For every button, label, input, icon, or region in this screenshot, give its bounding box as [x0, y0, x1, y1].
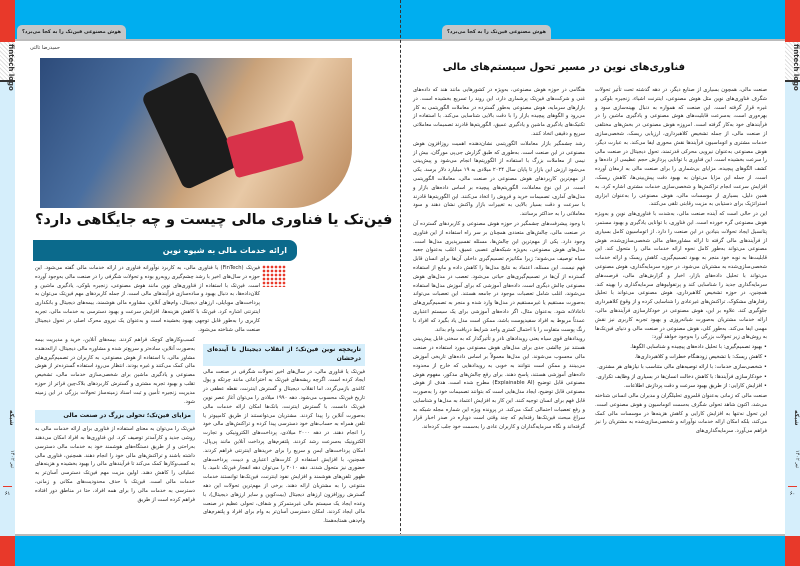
magazine-logo-left: fintech logo [7, 44, 15, 91]
magazine-logo-right: fintech logo [792, 44, 800, 91]
paragraph: رشد چشمگیر بازار معاملات الگوریتمی نشان‌دهنده اهمیت روزافزون هوش مصنوعی در این صنعت است. به‌طوری که طبق گزارش جی‌پی مورگان، بیش از نیمی از معاملات بزرگ با استفاده از الگوریتم‌ها انجام می‌شود و پیش‌بینی می‌شود ارزش این بازار تا پایان سال ۲۰۲۴ میلادی به ۱۹ میلیارد دلار برسد. یکی از مهم‌ترین کاربردهای هوش مصنوعی در صنعت مالی، معاملات الگوریتمی است. در این نوع معاملات، الگوریتم‌های پیچیده بر اساس داده‌های بازار و مدل‌های آماری، تصمیمات خرید و فروش را اتخاذ می‌کنند. این الگوریتم‌ها قادرند با سرعت و دقت بسیار بالایی به تغییرات بازار واکنش نشان دهند و سود معاملاتی را به حداکثر برسانند. [413, 140, 585, 218]
page-number-left: ۶۱ [4, 491, 11, 497]
bullet-text: افزایش کارایی: از طریق بهبود سرعت و دقت پردازش اطلاعات. [623, 383, 763, 390]
dotted-check-icon [262, 265, 286, 287]
paragraph: با وجود پیشرفت‌های چشمگیر در حوزه هوش مصنوعی و کاربردهای گسترده آن در صنعت مالی، چالش‌های متعددی همچنان بر سر راه استفاده از این فناوری وجود دارد. یکی از مهم‌ترین این چالش‌ها، مسئله تفسیرپذیری مدل‌ها است. مدل‌های هوش مصنوعی، به‌ویژه شبکه‌های عصبی عمیق، اغلب به‌عنوان جعبه سیاه توصیف می‌شوند؛ زیرا مکانیزم تصمیم‌گیری داخلی آن‌ها برای انسان قابل فهم نیست. این مسئله، اعتماد به نتایج مدل‌ها را کاهش داده و مانع از استفاده گسترده از آن‌ها در تصمیم‌گیری‌های حیاتی می‌شود. تعصب در مدل‌های هوش مصنوعی چالش دیگری است. داده‌های آموزشی که برای آموزش مدل‌ها استفاده می‌شوند، اغلب شامل تعصبات موجود در جامعه هستند. این تعصبات می‌تواند به‌صورت مستقیم یا غیرمستقیم در مدل‌ها وارد شده و منجر به تصمیم‌گیری‌های ناعادلانه شود. به‌عنوان مثال، اگر داده‌های آموزشی برای یک سیستم اعتباری عمدتاً مربوط به افراد سفیدپوست باشد، ممکن است مدل یاد بگیرد که افراد با رنگ پوست متفاوت را با احتمال کمتری واجد شرایط دریافت وام بداند. [413, 220, 585, 333]
section-banner: ارائه خدمات مالی به شیوه نوین [33, 240, 297, 261]
paragraph: صنعت مالی که زمانی به‌عنوان قلمروی تحلیلگران و مدیران مالی انسانی شناخته می‌شد، اکنون شاهد تحولی شگرف به‌سمت اتوماسیون و هوش مصنوعی است. این تحول نه‌تنها به افزایش کارایی و کاهش هزینه‌ها در موسسات مالی کمک می‌کند، بلکه امکان ارائه خدمات نوآورانه و شخصی‌سازی‌شده به مشتریان را نیز فراهم می‌آورد. سرمایه‌گذاری‌های [595, 393, 767, 435]
right-side-strip [785, 42, 800, 536]
issue-label: شبکه [8, 410, 15, 426]
right-column [595, 86, 767, 534]
article-title: فین‌تک یا فناوری مالی چیست و چه جایگاهی دارد؟ [35, 212, 393, 228]
running-header-right: هوش مصنوعی فین‌تک را به کجا می‌برد؟ [442, 25, 551, 39]
page-number-rule [3, 486, 12, 487]
page-gutter [400, 0, 401, 566]
benefits-heading: مزایای فین‌تک؛ تحولی بزرگ در صنعت مالی [35, 410, 195, 423]
issue-date: تیر ۱۴۰۲ [794, 450, 800, 468]
right-article-title: فناوری‌های نوین در مسیر تحول سیستم‌های مالی [442, 62, 685, 73]
bullet-text: کاهش ریسک: با تشخیص زودهنگام خطرات و کلاهبرداری‌ها. [634, 353, 763, 360]
bullet-item: • خودکارسازی فرآیندها: با کاهش دخالت انسان‌ها در بسیاری از وظایف تکراری. [596, 373, 767, 380]
bullet-item: • کاهش ریسک: با تشخیص زودهنگام خطرات و کلاهبرداری‌ها. [634, 353, 767, 360]
hero-photo-phone-payment [40, 58, 352, 208]
bottom-blue-band [15, 536, 785, 566]
page-number-rule [788, 486, 797, 487]
benefits-paragraph: فین‌تک را می‌توان به معنای استفاده از فناوری برای ارائه خدمات مالی به روشی جدید و کارآمدتر توصیف کرد. این فناوری‌ها به افراد امکان می‌دهند به‌راحتی و از طریق دستگاه‌های هوشمند خود به خدمات مالی دسترسی داشته باشند و تراکنش‌های مالی خود را انجام دهند. همچنین، فناوری مالی به کسب‌وکارها کمک می‌کند تا فرآیندهای مالی را بهبود بخشیده و هزینه‌های عملیاتی را کاهش دهند. اولین مزیت مهم فین‌تک دسترسی آسان‌تر به خدمات مالی است. فین‌تک با حذف محدودیت‌های مکانی و زمانی، دسترسی به خدمات مالی را برای همه افراد، حتا در مناطق دور افتاده فراهم کرده است از طریق [35, 426, 195, 503]
issue-label: شبکه [793, 410, 800, 426]
bullet-text: شخصی‌سازی خدمات: با ارائه توصیه‌های مالی متناسب با نیازهای هر مشتری. [597, 363, 763, 370]
smartphone-image [141, 70, 240, 191]
bullet-item: • شخصی‌سازی خدمات: با ارائه توصیه‌های مالی متناسب با نیازهای هر مشتری. [597, 363, 767, 370]
bullet-text: خودکارسازی فرآیندها: با کاهش دخالت انسان‌ها در بسیاری از وظایف تکراری. [596, 373, 763, 380]
left-side-strip [0, 42, 15, 536]
intro-paragraph: فین‌تک (FinTech) یا فناوری مالی، به کاربرد نوآورانه فناوری در ارائه خدمات مالی گفته می‌شود. این حوزه در سال‌های اخیر با رشد چشم‌گیری روبه‌رو بوده و تحولات شگرفی را در صنعت مالی به‌وجود آورده است. فین‌تک با استفاده از فناوری‌های نوین مانند هوش مصنوعی، زنجیره بلوکی، یادگیری ماشین و کلان‌داده‌ها، به دنبال بهبود و ساده‌سازی فرآیندهای مالی است. از جمله کاربردهای مهم فین‌تک می‌توان به پرداخت‌های موبایلی، ارزهای دیجیتال، وام‌های آنلاین، مشاوره مالی هوشمند، بیمه‌های دیجیتال و بانکداری اینترنتی اشاره کرد. فین‌تک با کاهش هزینه‌ها، افزایش سرعت و بهبود دسترسی به خدمات مالی، تجربه کاربری را به‌طور قابل توجهی بهبود بخشیده است و به‌عنوان یک نیروی محرک اصلی در تحول دیجیتال صنعت مالی شناخته می‌شود. [35, 265, 260, 333]
bullet-item: • افزایش کارایی: از طریق بهبود سرعت و دقت پردازش اطلاعات. [623, 383, 767, 390]
paragraph: این در حالی است که آینده صنعت مالی، به‌شدت با فناوری‌های نوین و به‌ویژه هوش مصنوعی گره خورده است. این فناوری، با توانایی یادگیری و بهبود مستمر، پتانسیل ایجاد تحولات بنیادین در این صنعت را دارد. از اتوماسیون کامل بسیاری از فرآیندهای مالی گرفته تا ارائه مشاوره‌های مالی شخصی‌سازی‌شده، هوش مصنوعی می‌تواند به‌طور کامل نحوه ارائه خدمات مالی را متحول کند. این قابلیت‌ها به نوبه خود منجر به بهبود تصمیم‌گیری، کاهش ریسک و ارائه خدمات شخصی‌سازی‌شده به مشتریان می‌شود. در حوزه سرمایه‌گذاری، هوش مصنوعی می‌تواند با تحلیل داده‌های بازار، اخبار و گزارش‌های مالی، فرصت‌های سرمایه‌گذاری جدید را شناسایی کند و پرتفولیوهای سرمایه‌گذاری را بهینه کند. همچنین، در حوزه تشخیص کلاهبرداری، هوش مصنوعی می‌تواند با تحلیل رفتارهای مشکوک، تراکنش‌های غیرعادی را شناسایی کرده و از وقوع کلاهبرداری جلوگیری کند. علاوه بر این، هوش مصنوعی در خودکارسازی فرآیندهای مالی، ارائه خدمات مشتریان به‌صورت شبانه‌روزی و بهبود تجربه کاربری نیز نقش مهمی ایفا می‌کند. به‌طور کلی، هوش مصنوعی در صنعت مالی و دنیای فین‌تک‌ها به روش‌های زیر تحولات بزرگی را به‌وجود خواهد آورد: [595, 211, 767, 341]
history-column [203, 340, 365, 535]
paragraph: هنگامی در حوزه هوش مصنوعی، به‌ویژه در کشورهایی مانند هند که داده‌های غنی و شرکت‌های فین‌تک پرشماری دارد، این روند را تسریع بخشیده است. در بازارهای سرمایه، هوش مصنوعی به‌طور گسترده در معاملات الگوریتمی به کار می‌رود و الگوهای پیچیده بازار را با دقت بالایی شناسایی می‌کند. با استفاده از تکنیک‌های یادگیری ماشین و یادگیری عمیق، الگوریتم‌ها قادرند تصمیمات معاملاتی سریع و دقیقی اتخاذ کنند. [413, 87, 585, 137]
running-header-left: هوش مصنوعی فین‌تک را به کجا می‌برد؟ [17, 25, 126, 39]
top-left-red-strip [0, 0, 15, 42]
credit-card-image [226, 120, 304, 179]
author: حمیدرضا ثالثی [30, 45, 61, 51]
left-column [413, 86, 585, 534]
bullet-text: بهبود تصمیم‌گیری: با تحلیل داده‌های پیچیده و شناسایی الگوها. [630, 344, 763, 351]
benefits-column [35, 336, 195, 535]
history-paragraph: فین‌تک یا فناوری مالی، در سال‌های اخیر تحولات شگرفی در صنعت مالی ایجاد کرده است. اگرچه ریشه‌های فین‌تک به اختراعاتی مانند چرتکه و پول کاغذی بازمی‌گردد، اما انقلاب دیجیتال و گسترش اینترنت، نقطه عطفی در تاریخ فین‌تک محسوب می‌شود. دهه ۱۹۹۰ میلادی را می‌توان آغاز عصر نوین فین‌تک دانست. با گسترش اینترنت، بانک‌ها امکان ارائه خدمات مالی به‌صورت آنلاین را پیدا کردند. مشتریان می‌توانستند از طریق کامپیوتر یا تلفن همراه به حساب‌های خود دسترسی پیدا کرده و تراکنش‌های مالی خود را انجام دهند. در دهه ۲۰۰۰ میلادی، پرداخت‌های الکترونیکی و تجارت الکترونیک به‌سرعت رشد کردند. پلتفرم‌های پرداخت آنلاین مانند پی‌پال، امکان پرداخت‌های ایمن و سریع را برای خریدهای اینترنتی فراهم کردند. همچنین، با افزایش استفاده از کارت‌های اعتباری و دبیت، پرداخت‌های حضوری نیز متحول شدند. دهه ۲۰۱۰ را می‌توان دهه انفجار فین‌تک نامید. با ظهور تلفن‌های هوشمند و افزایش نفوذ اینترنت، فین‌تک‌ها توانستند خدمات متنوعی را به مشتریان ارائه دهند. برخی از مهم‌ترین تحولات این دهه گسترش روزافزون ارزهای دیجیتال (بیت‌کوین و سایر ارزهای دیجیتال)، با وعده ایجاد یک سیستم مالی غیرمتمرکز و شفاف، تحولی عظیم در صنعت مالی ایجاد کردند. امکان دسترسی آسان‌تر به وام برای افراد و پلتفرم‌های وام‌دهی همتا‌به‌همتا. [203, 368, 365, 525]
history-heading: تاریخچه نوین فین‌تک؛ از انقلاب دیجیتال تا آینده‌ای درخشان [203, 344, 365, 366]
issue-date: تیر ۱۴۰۲ [9, 450, 15, 468]
page-number-right: ۶۰ [789, 491, 796, 497]
paragraph: رویدادهای قوی سیاه یعنی رویدادهای نادر و تأثیرگذار که به سختی قابل پیش‌بینی هستند نیز چالشی جدی برای مدل‌های هوش مصنوعی مورد استفاده در صنعت مالی محسوب می‌شوند. این مدل‌ها معمولاً بر اساس داده‌های تاریخی آموزش می‌بینند و ممکن است نتوانند به خوبی به رویدادهایی که خارج از محدوده داده‌های آموزشی هستند، پاسخ دهند. برای رفع چالش‌های مذکور، مفهوم هوش مصنوعی قابل توضیح (Explainable AI) مطرح شده است. هدف از هوش مصنوعی قابل توضیح، ایجاد مدل‌هایی است که بتوانند تصمیمات خود را به‌صورت قابل فهم برای انسان توجیه کنند. این کار به افزایش اعتماد به مدل‌ها و شناسایی و رفع تعصبات احتمالی کمک می‌کند. در پرونده ویژه این شماره مجله شبکه به سراغ مبحث فین‌تک‌ها رفته‌ایم که چند وقتی است دوباره در صدر اخبار قرار گرفته‌اند و نگاه سرمایه‌گذاران و کاربران عادی را به‌سمت خود جلب کرده‌اند. [413, 336, 585, 431]
bullet-item: • بهبود تصمیم‌گیری: با تحلیل داده‌های پیچیده و شناسایی الگوها. [630, 344, 767, 351]
paragraph: صنعت مالی، همچون بسیاری از صنایع دیگر، در دهه گذشته تحت تأثیر تحولات شگرف فناوری‌های نوین مثل هوش مصنوعی، اینترنت اشیاء، زنجیره بلوکی و غیره قرار گرفته است. این صنعت که همواره به دنبال بهینه‌سازی سود و بهره‌وری است، به‌سرعت قابلیت‌های هوش مصنوعی و یادگیری ماشین را در فرآیندهای خود به‌کار گرفته است. امروزه هوش مصنوعی در بخش‌های مختلفی از صنعت مالی، از جمله تشخیص کلاهبرداری، ارزیابی ریسک، شخصی‌سازی خدمات مشتری و اتوماسیون فرآیندها نقش محوری ایفا می‌کند. به عبارت دیگر، هوش مصنوعی به‌عنوان نیرویی محرکی قدرتمند، تحول دیجیتال در صنعت مالی را سرعت بخشیده است. این فناوری با توانایی پردازش حجم عظیمی از داده‌ها و کشف الگوهای پیچیده، مزایای بی‌شماری را برای صنعت مالی به ارمغان آورده است. از جمله این مزایا می‌توان به بهبود دقت پیش‌بینی‌ها، کاهش ریسک، افزایش سرعت انجام تراکنش‌ها و شخصی‌سازی خدمات مشتری اشاره کرد. به همین دلیل، بسیاری از موسسات مالی، هوش مصنوعی را به‌عنوان ابزاری استراتژیک برای دستیابی به مزیت رقابتی تلقی می‌کنند. [595, 87, 767, 208]
top-right-red-strip [785, 0, 800, 42]
column-paragraph: کسب‌وکارهای کوچک فراهم کردند. بیمه‌های آنلاین، خرید و مدیریت بیمه به‌صورت آنلاین، ساده‌تر و سریع‌تر شده و مشاوره مالی دیجیتال، ارائه‌دهنده مشاور مالی، با استفاده از هوش مصنوعی، به کاربران در تصمیم‌گیری‌های مالی کمک می‌کنند و غیره بودند. انتظار می‌رود استفاده گسترده‌تر از هوش مصنوعی و یادگیری ماشین برای شخصی‌سازی خدمات مالی، تشخیص تقلب و بهبود تجربه مشتری و گسترش کاربردهای بلاک‌چین فراتر از حوزه مدیریت زنجیره تأمین و ثبت اسناد زمینه‌ساز تحولات بزرگی در این زمینه شود. [35, 337, 195, 405]
